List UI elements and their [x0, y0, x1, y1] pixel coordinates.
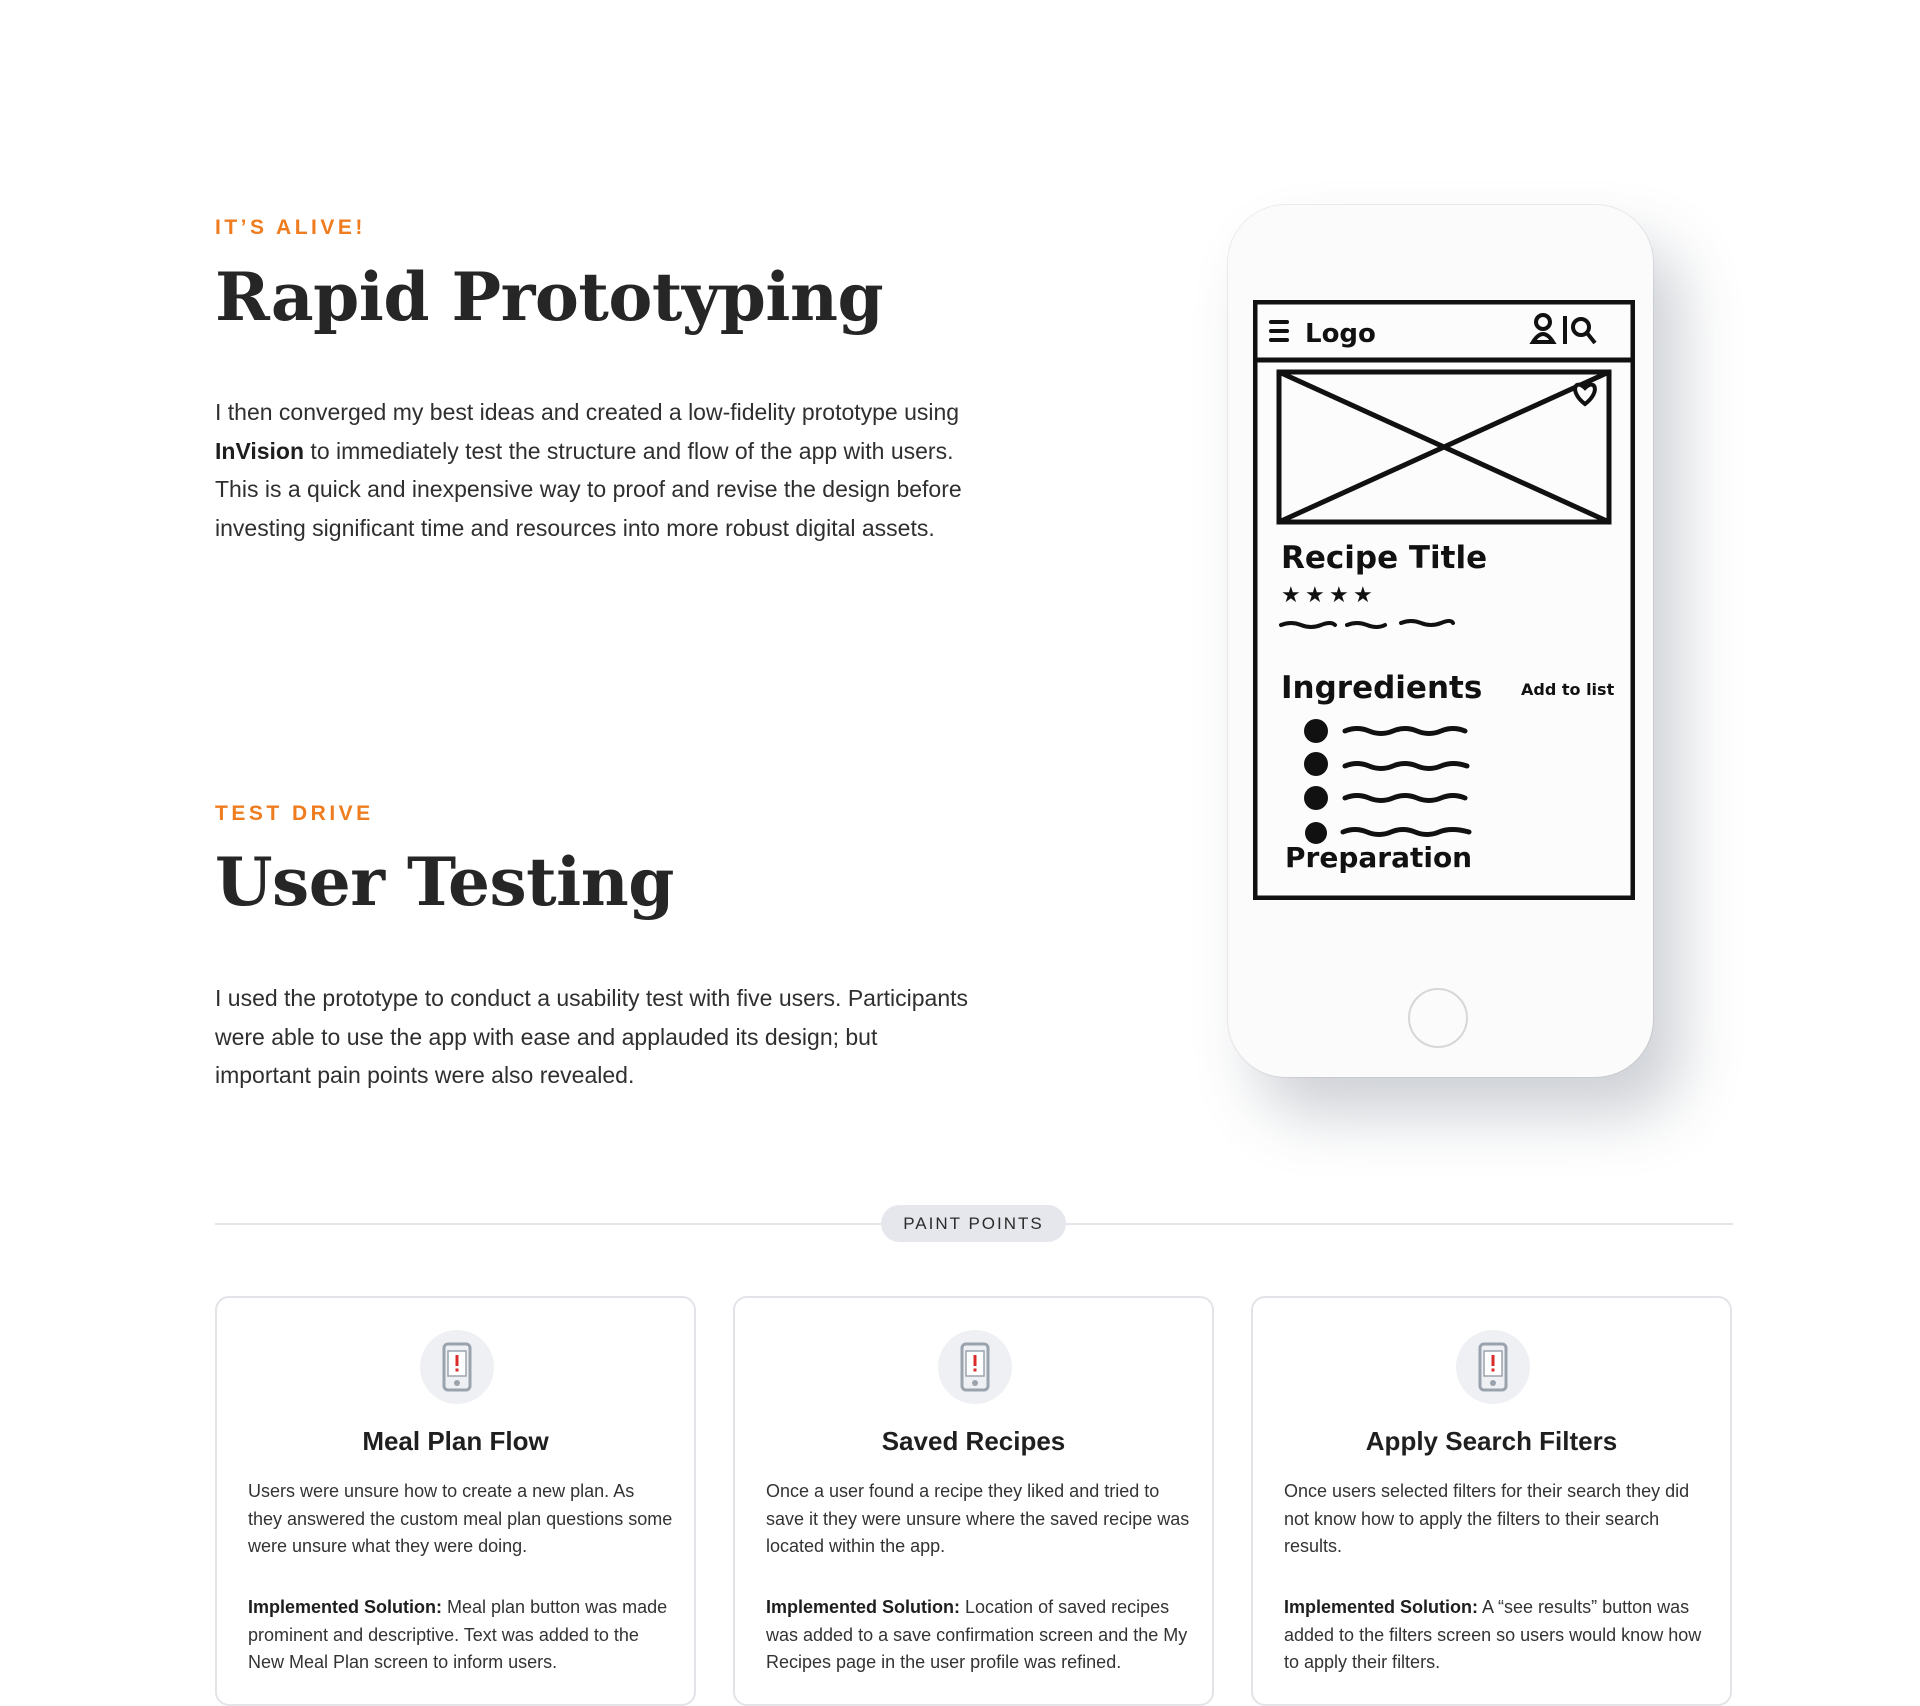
svg-text:★: ★	[1353, 583, 1373, 608]
solution-text: Location of saved recipes was added to a save confirmation screen and the My Recipes page in the user profile was refined.	[766, 1597, 1188, 1672]
card-description: Once users selected filters for their search they did not know how to apply the filters to their search results.	[1284, 1481, 1690, 1556]
card-title: Saved Recipes	[881, 1426, 1066, 1456]
pain-points-badge: PAINT POINTS	[881, 1205, 1066, 1242]
card-solution	[1284, 1594, 1709, 1677]
card-title: Meal Plan Flow	[362, 1426, 549, 1456]
phone-mockup	[1228, 205, 1653, 1077]
card-description: Once a user found a recipe they liked and tried to save it they were unsure where the saved recipe was located within the app.	[766, 1481, 1190, 1556]
card-description: Users were unsure how to create a new plan. As they answered the custom meal plan questions some were unsure what they were doing.	[248, 1481, 673, 1556]
solution-label: Implemented Solution:	[1284, 1597, 1479, 1617]
sketch-add-to-list: Add to list	[1521, 680, 1615, 699]
home-button	[1408, 988, 1468, 1048]
phone-alert-icon	[938, 1330, 1012, 1404]
pain-point-card-saved-recipes	[733, 1296, 1214, 1706]
phone-alert-icon	[1456, 1330, 1530, 1404]
card-solution	[766, 1594, 1191, 1677]
sketch-preparation: Preparation	[1285, 841, 1473, 874]
pain-point-card-meal-plan	[215, 1296, 696, 1706]
section-heading-testing: User Testing	[215, 843, 674, 921]
sketch-preparation-strokes	[1253, 300, 1635, 900]
sketch-recipe-title: Recipe Title	[1281, 540, 1488, 576]
invision-link: InVision	[215, 437, 305, 464]
svg-text:★: ★	[1329, 583, 1349, 608]
phone-alert-icon	[420, 1330, 494, 1404]
card-solution	[248, 1594, 673, 1677]
prototyping-body-text-rest: to immediately test the structure and flow of the app with users. This is a quick and inexpensive way to proof and revise the design before investing significant time and resources into more robust digital assets.	[215, 437, 962, 541]
prototyping-body-text: I then converged my best ideas and created a low-fidelity prototype using	[215, 399, 960, 425]
section-eyebrow-testing: TEST DRIVE	[215, 802, 374, 825]
section-eyebrow-prototyping: IT’S ALIVE!	[215, 216, 366, 239]
card-title: Apply Search Filters	[1365, 1426, 1618, 1456]
solution-label: Implemented Solution:	[248, 1597, 443, 1617]
solution-label: Implemented Solution:	[766, 1597, 961, 1617]
testing-body: I used the prototype to conduct a usability test with five users. Participants were able to use the app with ease and applauded its design; but important pain points were also revealed.	[215, 985, 969, 1088]
sketch-ingredients: Ingredients	[1281, 670, 1483, 706]
solution-text: A “see results” button was added to the filters screen so users would know how to apply their filters.	[1284, 1597, 1702, 1672]
svg-text:★: ★	[1305, 583, 1325, 608]
sketch-logo: Logo	[1305, 319, 1376, 349]
prototyping-body	[215, 393, 975, 547]
svg-text:★: ★	[1281, 583, 1301, 608]
solution-text: Meal plan button was made prominent and descriptive. Text was added to the New Meal Plan screen to inform users.	[248, 1597, 668, 1672]
section-heading-prototyping: Rapid Prototyping	[215, 258, 884, 336]
pain-point-card-search-filters	[1251, 1296, 1732, 1706]
